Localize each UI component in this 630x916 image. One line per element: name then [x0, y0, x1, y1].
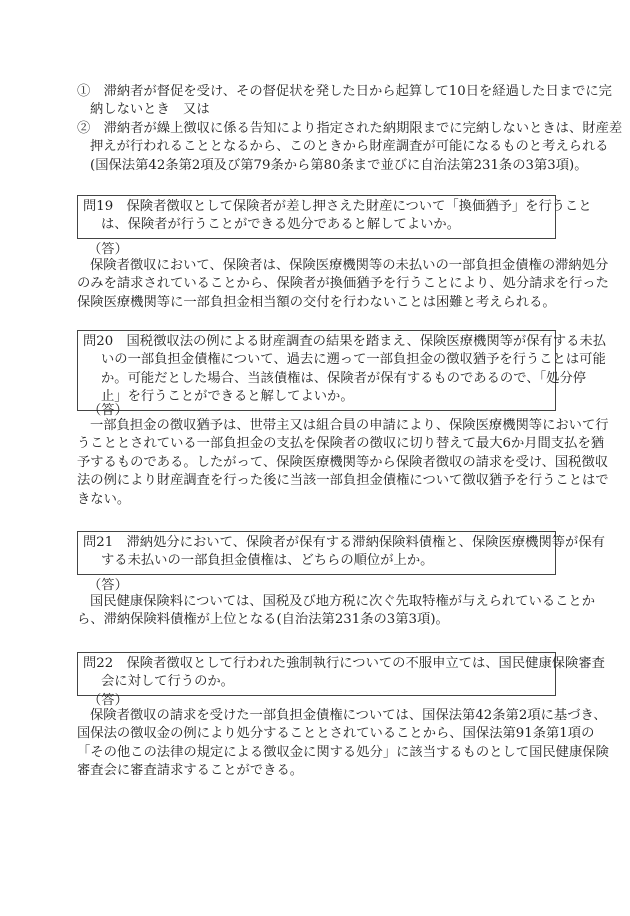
- answer-line: きない。: [77, 491, 131, 507]
- condition-line: (国保法第42条第2項及び第79条から第80条まで並びに自治法第231条の3第3項)。: [90, 157, 588, 173]
- answer-19: [77, 257, 609, 312]
- answer-line: ら、滞納保険料債権が上位となる(自治法第231条の3第3項)。: [77, 612, 449, 628]
- question-line: 会に対して行うのか。: [101, 674, 234, 690]
- question-line: 止」を行うことができると解してよいか。: [101, 389, 354, 405]
- question-line: する未払いの一部負担金債権は、どちらの順位が上か。: [101, 553, 434, 569]
- question-19-box: [77, 195, 592, 239]
- answer-line: 国保法の徴収金の例により処分することとされていることから、国保法第91条第1項の: [77, 726, 595, 742]
- answer-line: 保険者徴収の請求を受けた一部負担金債権については、国保法第42条第2項に基づき、: [90, 708, 607, 723]
- answer-21: [77, 593, 596, 630]
- answer-line: 保険医療機関等に一部負担金相当額の交付を行わないことは困難と考えられる。: [77, 294, 556, 310]
- answer-line: 一部負担金の徴収猶予は、世帯主又は組合員の申請により、保険医療機関等において行: [90, 418, 609, 433]
- answer-line: 法の例により財産調査を行った後に当該一部負担金債権について徴収猶予を行うことはで: [77, 473, 609, 489]
- question-line: 問22 保険者徴収として行われた強制執行についての不服申立ては、国民健康保険審査: [83, 656, 605, 671]
- question-21-box: [77, 531, 605, 575]
- question-line: か。可能だとした場合、当該債権は、保険者が保有するものであるので、「処分停: [101, 370, 587, 386]
- answer-label: （答）: [88, 693, 128, 708]
- question-22-box: [77, 652, 605, 696]
- question-line: 問20 国税徴収法の例による財産調査の結果を踏まえ、保険医療機関等が保有する未払: [83, 334, 606, 349]
- answer-line: 国民健康保険料については、国税及び地方税に次ぐ先取特権が与えられていることか: [90, 594, 596, 609]
- answer-label: （答）: [88, 242, 128, 257]
- condition-line: ① 滞納者が督促を受け、その督促状を発した日から起算して10日を経過した日までに完: [77, 84, 612, 99]
- answer-line: 審査会に審査請求することができる。: [77, 763, 304, 779]
- answer-line: 「その他この法律の規定による徴収金に関する処分」に該当するものとして国民健康保険: [77, 744, 609, 760]
- question-line: いの一部負担金債権について、過去に遡って一部負担金の徴収猶予を行うことは可能: [101, 352, 606, 368]
- condition-line: 押えが行われることとなるから、このときから財産調査が可能になるものと考えられる: [90, 139, 609, 155]
- numbered-conditions-list: [77, 83, 623, 175]
- question-line: 問19 保険者徴収として保険者が差し押さえた財産について「換価猶予」を行うこと: [83, 199, 592, 214]
- answer-line: のみを請求されていることから、保険者が換価猶予を行うことにより、処分請求を行った: [77, 276, 609, 292]
- answer-20: [77, 417, 609, 509]
- answer-line: 保険者徴収において、保険者は、保険医療機関等の未払いの一部負担金債権の滞納処分: [90, 258, 609, 273]
- question-20-box: [77, 330, 606, 411]
- answer-line: うこととされている一部負担金の支払を保険者の徴収に切り替えて最大6か月間支払を猶: [77, 436, 605, 452]
- answer-22: [77, 707, 609, 781]
- condition-line: 納しないとき 又は: [90, 102, 210, 118]
- answer-line: 予するものである。したがって、保険医療機関等から保険者徴収の請求を受け、国税徴収: [77, 454, 609, 470]
- condition-line: ② 滞納者が繰上徴収に係る告知により指定された納期限までに完納しないときは、財産差: [77, 120, 623, 136]
- answer-label: （答）: [88, 403, 128, 418]
- answer-label: （答）: [88, 578, 128, 593]
- question-line: は、保険者が行うことができる処分であると解してよいか。: [101, 217, 461, 233]
- question-line: 問21 滞納処分において、保険者が保有する滞納保険料債権と、保険医療機関等が保有: [83, 535, 605, 550]
